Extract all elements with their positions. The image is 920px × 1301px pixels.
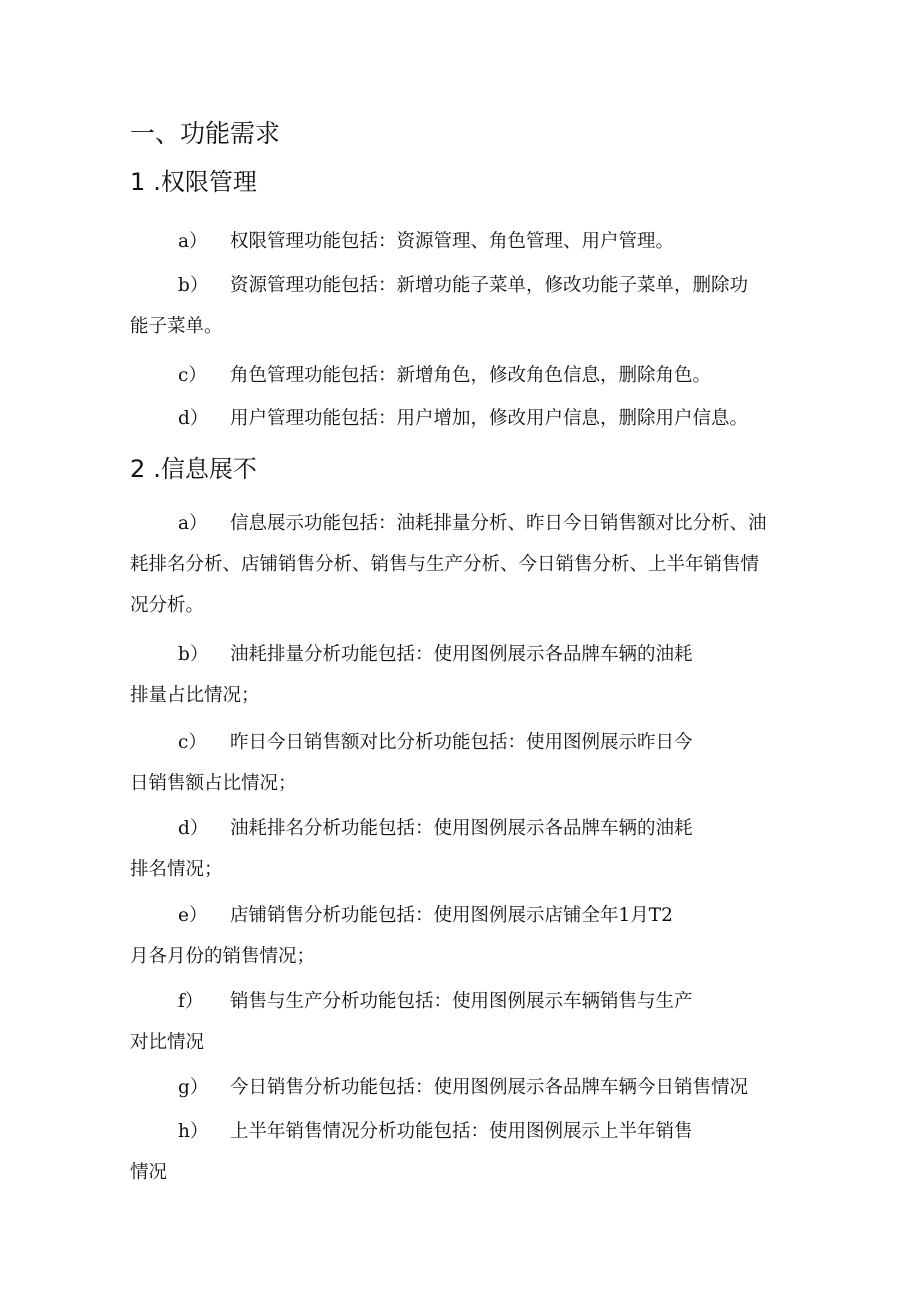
item-line	[130, 1111, 810, 1152]
item-text: 油耗排量分析功能包括：使用图例展示各品牌车辆的油耗	[230, 644, 693, 665]
item-marker: a）	[178, 231, 208, 252]
item-line: 日销售额占比情况；	[130, 773, 297, 794]
list-item	[130, 265, 810, 347]
item-line: 况分析。	[130, 595, 205, 616]
list-item	[130, 895, 810, 977]
item-line: 排量占比情况；	[130, 685, 260, 706]
list-item	[130, 634, 810, 716]
section-heading-permission	[130, 164, 257, 200]
item-line	[130, 1067, 810, 1108]
item-line	[130, 895, 810, 936]
item-line	[130, 808, 810, 849]
item-marker: b）	[178, 275, 209, 296]
list-item	[130, 1111, 810, 1193]
item-text: 昨日今日销售额对比分析功能包括：使用图例展示昨日今	[230, 732, 693, 753]
section-title: .权限管理	[153, 168, 257, 196]
list-item	[130, 1067, 810, 1108]
item-marker: e）	[178, 905, 208, 926]
item-marker: b）	[178, 644, 209, 665]
list-item	[130, 722, 810, 804]
item-line	[130, 355, 810, 396]
item-line	[130, 722, 810, 763]
item-text: 油耗排名分析功能包括：使用图例展示各品牌车辆的油耗	[230, 818, 693, 839]
list-item	[130, 503, 810, 626]
section-number: 2	[130, 455, 146, 483]
item-line: 耗排名分析、店铺销售分析、销售与生产分析、今日销售分析、上半年销售情	[130, 554, 760, 575]
item-marker: d）	[178, 818, 209, 839]
item-line	[130, 503, 810, 544]
list-item	[130, 398, 810, 439]
item-line	[130, 634, 810, 675]
chapter-heading: 一、功能需求	[130, 119, 281, 148]
item-text: 销售与生产分析功能包括：使用图例展示车辆销售与生产	[230, 991, 693, 1012]
item-line	[130, 221, 810, 262]
item-marker: c）	[178, 732, 207, 753]
item-marker: g）	[178, 1077, 209, 1098]
list-item	[130, 808, 810, 890]
item-text: 用户管理功能包括：用户增加，修改用户信息，删除用户信息。	[230, 408, 749, 429]
item-marker: f）	[178, 991, 204, 1012]
section-title: .信息展不	[153, 455, 257, 483]
item-text: 上半年销售情况分析功能包括：使用图例展示上半年销售	[230, 1121, 693, 1142]
section-heading-info-display	[130, 451, 257, 487]
item-line: 月各月份的销售情况；	[130, 946, 316, 967]
item-line: 对比情况	[130, 1032, 205, 1053]
item-line	[130, 981, 810, 1022]
list-item	[130, 981, 810, 1063]
item-text: 店铺销售分析功能包括：使用图例展示店铺全年1月T2	[230, 905, 673, 926]
list-item	[130, 221, 810, 262]
item-line: 能子菜单。	[130, 316, 223, 337]
section-number: 1	[130, 168, 146, 196]
item-marker: a）	[178, 513, 208, 534]
item-marker: h）	[178, 1121, 209, 1142]
item-text: 权限管理功能包括：资源管理、角色管理、用户管理。	[230, 231, 675, 252]
item-line	[130, 398, 810, 439]
list-item	[130, 355, 810, 396]
item-marker: c）	[178, 365, 207, 386]
item-line: 情况	[130, 1162, 168, 1183]
item-text: 资源管理功能包括：新增功能子菜单，修改功能子菜单，删除功	[230, 275, 749, 296]
item-line: 排名情况；	[130, 859, 223, 880]
item-line	[130, 265, 810, 306]
item-marker: d）	[178, 408, 209, 429]
item-text: 角色管理功能包括：新增角色，修改角色信息，删除角色。	[230, 365, 712, 386]
item-text: 信息展示功能包括：油耗排量分析、昨日今日销售额对比分析、油	[230, 513, 767, 534]
item-text: 今日销售分析功能包括：使用图例展示各品牌车辆今日销售情况	[230, 1077, 749, 1098]
